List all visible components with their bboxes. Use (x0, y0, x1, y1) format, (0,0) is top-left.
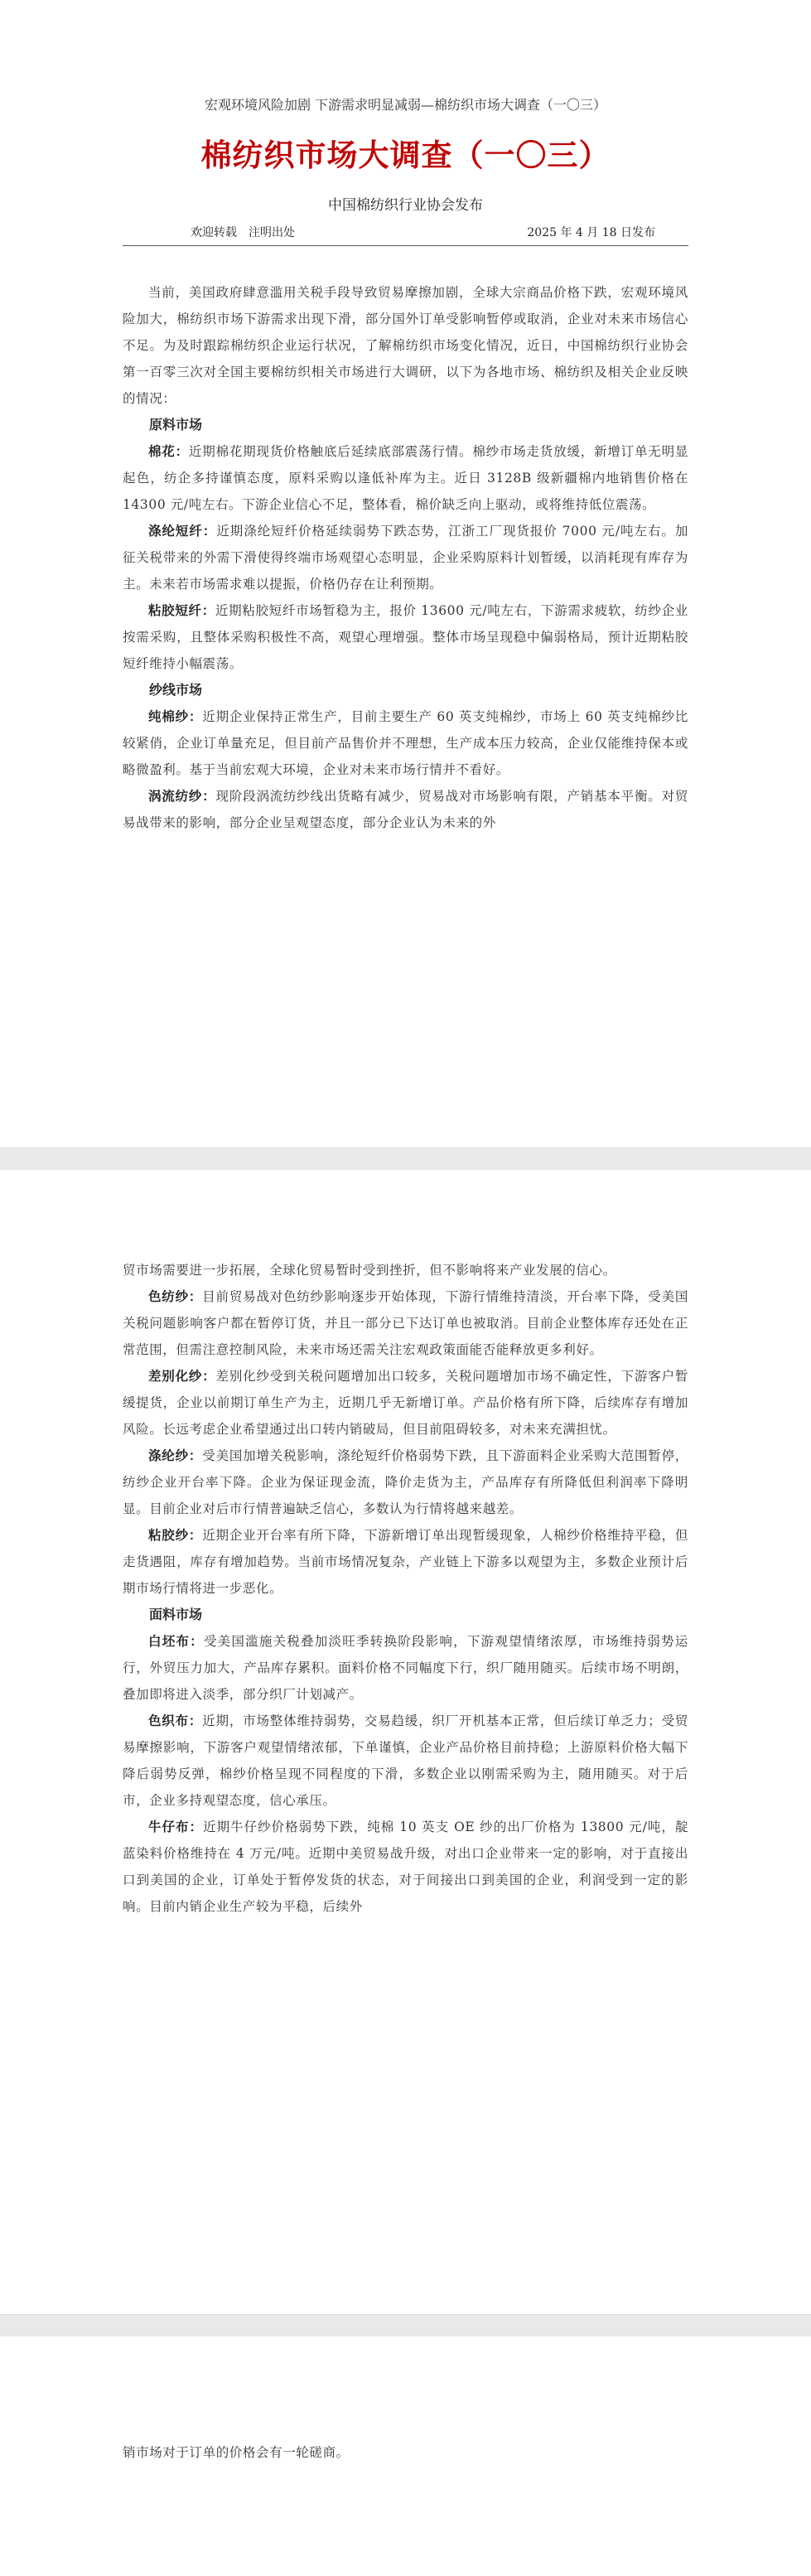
page-gap-2 (0, 2314, 811, 2337)
text-pure-cotton: 近期企业保持正常生产，目前主要生产 60 英支纯棉纱，市场上 60 英支纯棉纱比较紧俏，企业订单量充足，但目前产品售价并不理想，生产成本压力较高，企业仅能维持保本或略微盈利。基于当前宏观大环境，企业对未来市场行情并不看好。 (123, 709, 688, 777)
label-vortex: 涡流纺纱： (148, 788, 216, 804)
section-title-raw: 原料市场 (149, 417, 203, 433)
text-color-yarn: 目前贸易战对色纺纱影响逐步开始体现，下游行情维持清淡，开台率下降，受美国关税问题影响客户都在暂停订货，并且一部分已下达订单也被取消。目前企业整体库存还处在正常范围，但需注意控制风险，未来市场还需关注宏观政策面能否能释放更多利好。 (123, 1289, 689, 1357)
label-denim: 牛仔布： (148, 1819, 204, 1834)
section-title-fabric: 面料市场 (149, 1607, 203, 1622)
text-diff-yarn: 差别化纱受到关税问题增加出口较多，关税问题增加市场不确定性，下游客户暂缓提货，企业以前期订单生产为主，近期几乎无新增订单。产品价格有所下降，后续库存有增加风险。长远考虑企业希望通过出口转内销破局，但目前阻碍较多，对未来充满担忧。 (123, 1369, 688, 1437)
section-title-yarn: 纱线市场 (149, 682, 203, 698)
paragraph-poly-yarn (123, 1443, 688, 1522)
text-vortex-part1: 现阶段涡流纺纱线出货略有减少，贸易战对市场影响有限，产销基本平衡。对贸易战带来的影响，部分企业呈观望态度，部分企业认为未来的外 (123, 789, 688, 830)
paragraph-viscose (123, 597, 688, 677)
text-denim-part2: 销市场对于订单的价格会有一轮磋商。 (123, 2445, 350, 2460)
text-visc-yarn: 近期企业开台率有所下降，下游新增订单出现暂缓现象，人棉纱价格维持平稳，但走货遇阻，库存有增加趋势。当前市场情况复杂，产业链上下游多以观望为主，多数企业预计后期市场行情将进一步恶化。 (123, 1528, 689, 1596)
label-diff-yarn: 差别化纱： (148, 1368, 216, 1384)
paragraph-visc-yarn (123, 1522, 688, 1602)
paragraph-diff-yarn (123, 1363, 688, 1443)
paragraph-pure-cotton (123, 703, 688, 783)
paragraph-color-fabric (123, 1708, 688, 1814)
paragraph-cotton (123, 438, 688, 518)
label-color-yarn: 色纺纱： (148, 1288, 203, 1304)
text-viscose: 近期粘胶短纤市场暂稳为主，报价 13600 元/吨左右，下游需求疲软，纺纱企业按需采购，且整体采购积极性不高，观望心理增强。整体市场呈现稳中偏弱格局，预计近期粘胶短纤维持小幅震荡。 (123, 603, 688, 671)
page-2 (0, 1170, 811, 2314)
reprint-label: 欢迎转载 (191, 226, 237, 239)
text-grey-fabric: 受美国滥施关税叠加淡旺季转换阶段影响，下游观望情绪浓厚，市场维持弱势运行，外贸压力加大，产品库存累积。面料价格不同幅度下行，织厂随用随买。后续市场不明朗，叠加即将进入淡季，部分织厂计划减产。 (123, 1634, 688, 1702)
doc-subtitle: 宏观环境风险加剧 下游需求明显减弱—棉纺织市场大调查（一〇三） (204, 97, 607, 113)
page-1 (0, 0, 811, 1148)
label-color-fabric: 色织布： (148, 1713, 203, 1728)
publish-date: 2025 年 4 月 18 日发布 (527, 226, 655, 239)
paragraph-color-yarn (123, 1283, 688, 1363)
text-polyester: 近期涤纶短纤价格延续弱势下跌态势，江浙工厂现货报价 7000 元/吨左右。加征关税带来的外需下滑使得终端市场观望心态明显，企业采购原料计划暂缓，以消耗现有库存为主。未来若市场需求难以提振，价格仍存在让利预期。 (123, 524, 688, 592)
page-gap-1 (0, 1148, 811, 1171)
label-viscose: 粘胶短纤： (148, 602, 215, 618)
paragraph-grey-fabric (123, 1628, 688, 1708)
text-poly-yarn: 受美国加增关税影响，涤纶短纤价格弱势下跌，且下游面料企业采购大范围暂停，纺纱企业开台率下降。企业为保证现金流，降价走货为主，产品库存有所降低但利润率下降明显。目前企业对后市行情普遍缺乏信心，多数认为行情将越来越差。 (123, 1448, 689, 1516)
doc-title: 棉纺织市场大调查（一〇三） (200, 137, 611, 173)
intro-paragraph: 当前，美国政府肆意滥用关税手段导致贸易摩擦加剧，全球大宗商品价格下跌，宏观环境风险加大，棉纺织市场下游需求出现下滑，部分国外订单受影响暂停或取消，企业对未来市场信心不足。为及时跟踪棉纺织企业运行状况，了解棉纺织市场变化情况，近日，中国棉纺织行业协会第一百零三次对全国主要棉纺织相关市场进行大调研，以下为各地市场、棉纺织及相关企业反映的情况： (123, 285, 688, 406)
label-polyester: 涤纶短纤： (148, 523, 217, 539)
label-visc-yarn: 粘胶纱： (148, 1527, 203, 1543)
doc-publisher: 中国棉纺织行业协会发布 (328, 197, 483, 214)
page-3 (0, 2337, 811, 2576)
text-color-fabric: 近期，市场整体维持弱势，交易趋缓，织厂开机基本正常，但后续订单乏力；受贸易摩擦影响，下游客户观望情绪浓郁，下单谨慎，企业产品价格目前持稳；上游原料价格大幅下降后弱势反弹，棉纱价格呈现不同程度的下滑，多数企业以刚需采购为主，随用随买。对于后市，企业多持观望态度，信心承压。 (123, 1713, 689, 1808)
paragraph-denim (123, 1814, 688, 1920)
label-pure-cotton: 纯棉纱： (148, 708, 203, 724)
text-vortex-part2: 贸市场需要进一步拓展，全球化贸易暂时受到挫折，但不影响将来产业发展的信心。 (123, 1263, 616, 1278)
paragraph-polyester (123, 518, 688, 597)
label-poly-yarn: 涤纶纱： (148, 1447, 203, 1463)
label-grey-fabric: 白坯布： (148, 1633, 204, 1649)
label-cotton: 棉花： (148, 443, 189, 459)
source-note: 注明出处 (249, 226, 295, 239)
paragraph-vortex (123, 783, 688, 836)
reprint-note (191, 224, 295, 240)
text-denim-part1: 近期牛仔纱价格弱势下跌，纯棉 10 英支 OE 纱的出厂价格为 13800 元/吨，靛蓝染料价格维持在 4 万元/吨。近期中美贸易战升级，对出口企业带来一定的影响，对于直接出口到美国的企业，订单处于暂停发货的状态，对于间接出口到美国的企业，利润受到一定的影响。目前内销企业生产较为平稳，后续外 (123, 1820, 688, 1914)
doc-meta-line (123, 224, 688, 246)
text-cotton: 近期棉花期现货价格触底后延续底部震荡行情。棉纱市场走货放缓，新增订单无明显起色，纺企多持谨慎态度，原料采购以逢低补库为主。近日 3128B 级新疆棉内地销售价格在 14300 元/吨左右。下游企业信心不足，整体看，棉价缺乏向上驱动，或将维持低位震荡。 (123, 444, 688, 512)
